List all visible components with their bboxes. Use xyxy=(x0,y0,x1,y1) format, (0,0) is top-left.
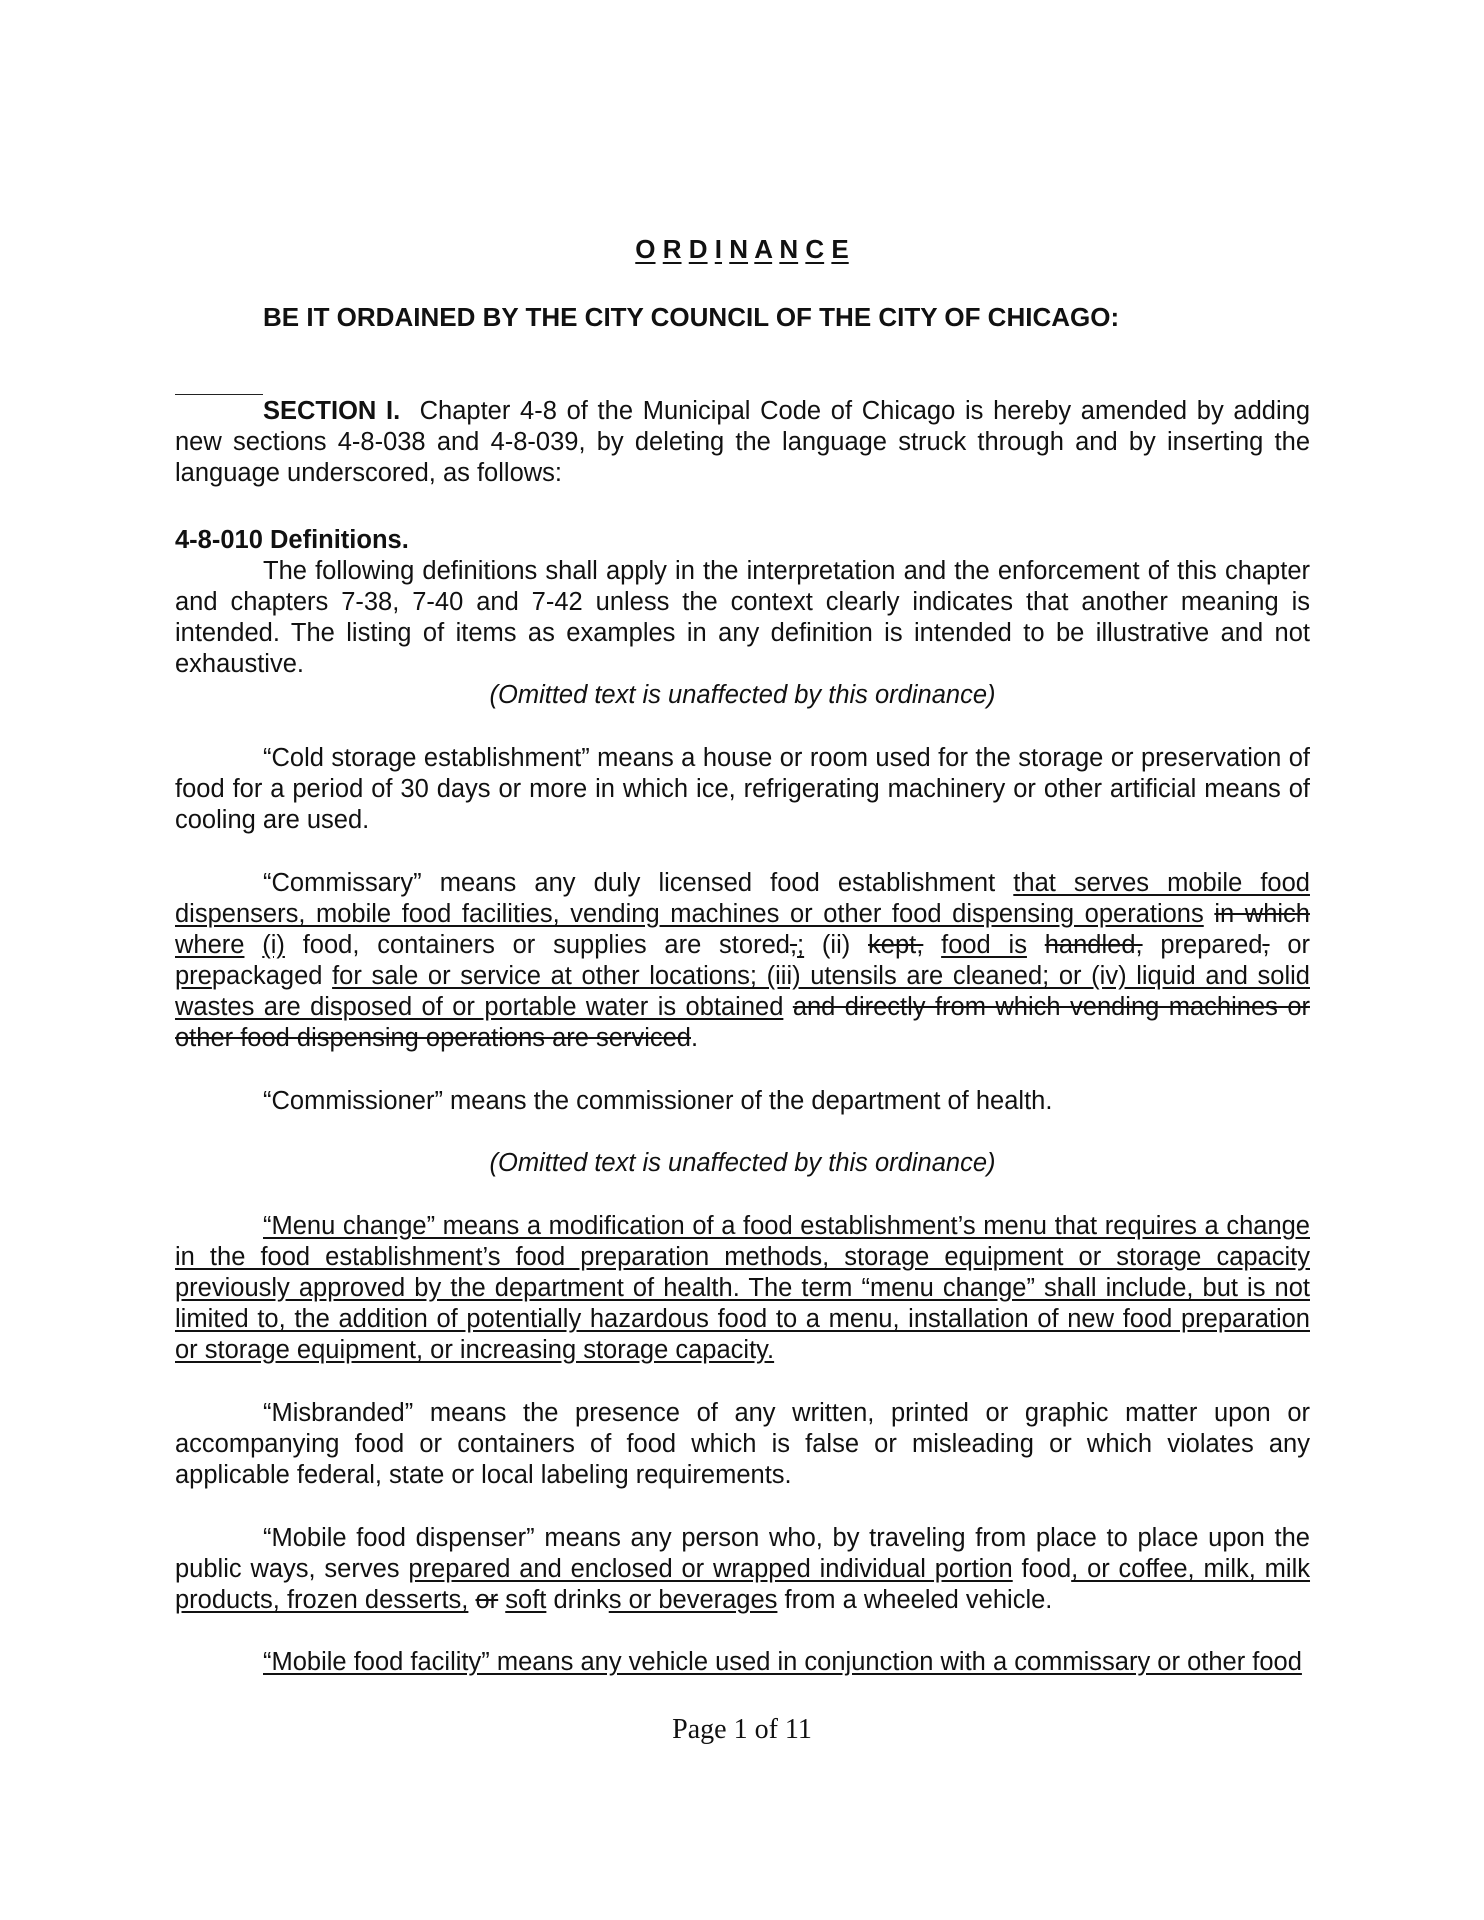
cold-storage-definition: “Cold storage establishment” means a house or room used for the storage or preservation of food for a period of 30 days or more in which ice, refrigerating machinery or other artificial means of cooling are used. xyxy=(175,744,1310,834)
short-rule xyxy=(175,394,263,395)
section-1-paragraph xyxy=(175,396,1310,489)
section-1-label: SECTION I. xyxy=(263,397,401,425)
menu-change-definition: “Menu change” means a modification of a food establishment’s menu that requires a change in the food establishment’s food preparation methods, storage equipment or storage capacity previously approved by the department of health. The term “menu change” shall include, but is not limited to, the addition of potentially hazardous food to a menu, installation of new food preparation or storage equipment, or increasing storage capacity. xyxy=(175,1212,1310,1364)
ordinance-title: O R D I N A N C E xyxy=(635,234,849,264)
section-1-text: Chapter 4-8 of the Municipal Code of Chicago is hereby amended by adding new sections 4-8-038 and 4-8-039, by deleting the language struck through and by inserting the language underscored, as follows: xyxy=(175,397,1311,487)
omitted-note-2: (Omitted text is unaffected by this ordinance) xyxy=(489,1149,996,1177)
mobile-food-facility-definition: “Mobile food facility” means any vehicle used in conjunction with a commissary or other food xyxy=(263,1648,1302,1676)
misbranded-definition: “Misbranded” means the presence of any written, printed or graphic matter upon or accompanying food or containers of food which is false or misleading or which violates any applicable federal, state or local labeling requirements. xyxy=(175,1399,1310,1489)
commissioner-definition: “Commissioner” means the commissioner of the department of health. xyxy=(263,1087,1053,1115)
commissary-definition: “Commissary” means any duly licensed food establishment that serves mobile food dispensers, mobile food facilities, vending machines or other food dispensing operations in which where (i) food, containers or supplies are stored,; (ii) kept, food is handled, prepared, or prepackaged for sale or service at other locations; (iii) utensils are cleaned; or (iv) liquid and solid wastes are disposed of or portable water is obtained and directly from which vending machines or other food dispensing operations are serviced. xyxy=(175,869,1311,1052)
definitions-block xyxy=(175,525,1310,711)
mobile-food-dispenser-definition: “Mobile food dispenser” means any person who, by traveling from place to place upon the public ways, serves prepared and enclosed or wrapped individual portion food, or coffee, milk, milk products, frozen desserts, or soft drinks or beverages from a wheeled vehicle. xyxy=(175,1524,1311,1614)
definitions-heading: 4-8-010 Definitions. xyxy=(175,526,409,554)
omitted-note-1: (Omitted text is unaffected by this ordinance) xyxy=(489,681,996,709)
page-number: Page 1 of 11 xyxy=(672,1714,812,1745)
definitions-intro: The following definitions shall apply in the interpretation and the enforcement of this chapter and chapters 7-38, 7-40 and 7-42 unless the context clearly indicates that another meaning is intended. The listing of items as examples in any definition is intended to be illustrative and not exhaustive. xyxy=(175,557,1310,678)
ordain-heading: BE IT ORDAINED BY THE CITY COUNCIL OF THE CITY OF CHICAGO: xyxy=(263,302,1120,332)
